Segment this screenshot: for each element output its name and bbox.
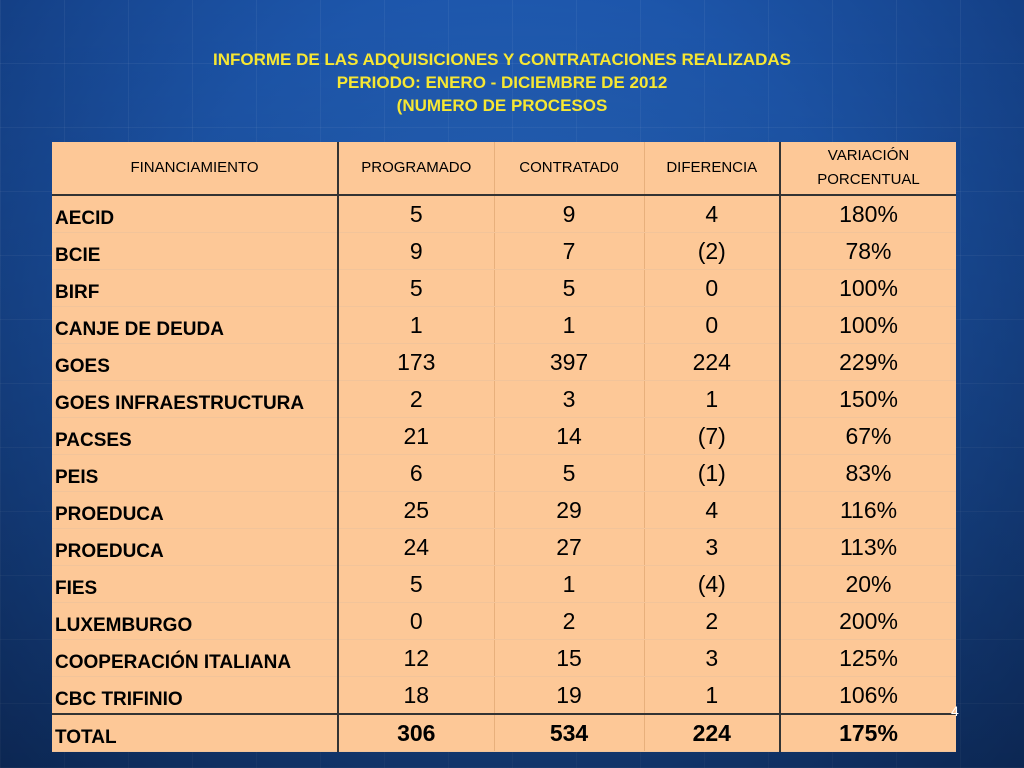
cell-name: COOPERACIÓN ITALIANA: [52, 640, 338, 677]
cell-diferencia: (2): [644, 233, 780, 270]
table-row: [52, 233, 956, 270]
cell-variacion: 116%: [780, 492, 956, 529]
cell-programado: 1: [338, 307, 494, 344]
page-number: 4: [951, 703, 959, 719]
header-contratado: CONTRATAD0: [494, 142, 644, 195]
cell-diferencia: 2: [644, 603, 780, 640]
header-programado: PROGRAMADO: [338, 142, 494, 195]
cell-programado: 25: [338, 492, 494, 529]
cell-variacion: 150%: [780, 381, 956, 418]
cell-diferencia: 4: [644, 492, 780, 529]
cell-name: GOES INFRAESTRUCTURA: [52, 381, 338, 418]
slide-title: [0, 48, 1004, 117]
cell-programado: 9: [338, 233, 494, 270]
cell-diferencia: 0: [644, 270, 780, 307]
cell-programado: 5: [338, 270, 494, 307]
cell-name: LUXEMBURGO: [52, 603, 338, 640]
cell-contratado: 397: [494, 344, 644, 381]
table-row: [52, 566, 956, 603]
cell-programado: 173: [338, 344, 494, 381]
cell-contratado: 27: [494, 529, 644, 566]
cell-name: CBC TRIFINIO: [52, 677, 338, 715]
table-row: [52, 677, 956, 715]
cell-contratado: 5: [494, 270, 644, 307]
cell-variacion: 113%: [780, 529, 956, 566]
cell-programado: 6: [338, 455, 494, 492]
header-financiamiento: FINANCIAMIENTO: [52, 142, 338, 195]
title-line-3: (NUMERO DE PROCESOS: [396, 96, 608, 115]
cell-programado: 24: [338, 529, 494, 566]
cell-name: GOES: [52, 344, 338, 381]
cell-name: AECID: [52, 195, 338, 233]
cell-name: PROEDUCA: [52, 492, 338, 529]
cell-contratado: 29: [494, 492, 644, 529]
cell-variacion: 100%: [780, 270, 956, 307]
cell-programado: 2: [338, 381, 494, 418]
cell-contratado: 5: [494, 455, 644, 492]
cell-contratado: 1: [494, 566, 644, 603]
table-row: [52, 529, 956, 566]
cell-variacion: 200%: [780, 603, 956, 640]
cell-contratado: 3: [494, 381, 644, 418]
cell-diferencia: 3: [644, 640, 780, 677]
table-row: [52, 418, 956, 455]
table-row: [52, 603, 956, 640]
cell-variacion: 83%: [780, 455, 956, 492]
table-row: [52, 455, 956, 492]
table-row: [52, 307, 956, 344]
total-variacion: 175%: [780, 714, 956, 752]
cell-programado: 5: [338, 195, 494, 233]
cell-diferencia: (4): [644, 566, 780, 603]
cell-variacion: 100%: [780, 307, 956, 344]
cell-contratado: 1: [494, 307, 644, 344]
cell-diferencia: 0: [644, 307, 780, 344]
table-header-row: [52, 142, 956, 195]
cell-variacion: 125%: [780, 640, 956, 677]
table-row: [52, 344, 956, 381]
cell-variacion: 229%: [780, 344, 956, 381]
cell-programado: 18: [338, 677, 494, 715]
cell-diferencia: 1: [644, 677, 780, 715]
cell-contratado: 15: [494, 640, 644, 677]
cell-variacion: 67%: [780, 418, 956, 455]
cell-contratado: 7: [494, 233, 644, 270]
cell-contratado: 9: [494, 195, 644, 233]
table-row: [52, 381, 956, 418]
cell-name: CANJE DE DEUDA: [52, 307, 338, 344]
cell-diferencia: 1: [644, 381, 780, 418]
cell-diferencia: 4: [644, 195, 780, 233]
cell-variacion: 106%: [780, 677, 956, 715]
cell-diferencia: (1): [644, 455, 780, 492]
procurement-table: [52, 142, 956, 752]
total-contratado: 534: [494, 714, 644, 752]
cell-name: PROEDUCA: [52, 529, 338, 566]
cell-diferencia: 224: [644, 344, 780, 381]
cell-programado: 0: [338, 603, 494, 640]
header-diferencia: DIFERENCIA: [644, 142, 780, 195]
cell-contratado: 19: [494, 677, 644, 715]
cell-diferencia: 3: [644, 529, 780, 566]
cell-name: BIRF: [52, 270, 338, 307]
cell-variacion: 78%: [780, 233, 956, 270]
title-line-2: PERIODO: ENERO - DICIEMBRE DE 2012: [336, 73, 668, 92]
total-programado: 306: [338, 714, 494, 752]
cell-contratado: 2: [494, 603, 644, 640]
cell-name: PEIS: [52, 455, 338, 492]
cell-variacion: 180%: [780, 195, 956, 233]
cell-name: BCIE: [52, 233, 338, 270]
total-row: [52, 714, 956, 752]
title-line-1: INFORME DE LAS ADQUISICIONES Y CONTRATACIONES REALIZADAS: [212, 50, 792, 69]
total-diferencia: 224: [644, 714, 780, 752]
total-label: TOTAL: [52, 714, 338, 752]
cell-contratado: 14: [494, 418, 644, 455]
cell-programado: 12: [338, 640, 494, 677]
table-row: [52, 270, 956, 307]
cell-name: PACSES: [52, 418, 338, 455]
header-variacion: VARIACIÓN PORCENTUAL: [780, 142, 956, 195]
cell-programado: 21: [338, 418, 494, 455]
table-row: [52, 640, 956, 677]
cell-name: FIES: [52, 566, 338, 603]
cell-diferencia: (7): [644, 418, 780, 455]
cell-variacion: 20%: [780, 566, 956, 603]
table-row: [52, 492, 956, 529]
cell-programado: 5: [338, 566, 494, 603]
table-row: [52, 195, 956, 233]
